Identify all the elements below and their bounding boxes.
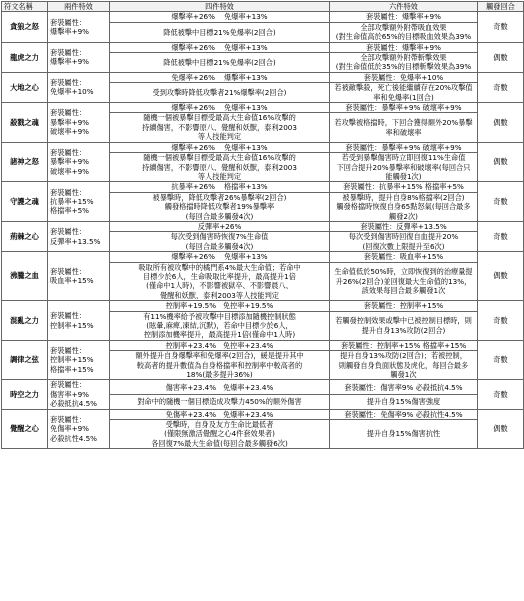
six-piece-line: 提升自身15%傷害抗性 — [366, 429, 441, 439]
four-piece-line: 持續傷害，不影響原八、覺醒和妖獸，泰利2003 — [142, 122, 297, 132]
two-piece-cell — [48, 252, 110, 301]
six-piece-line: (回復次數上限提升至6次) — [362, 241, 445, 251]
six-piece-line: 率和破壞率 — [385, 127, 422, 137]
six-piece-effect — [330, 395, 478, 410]
six-piece-line: 全部攻擊額外附帶斬擊效果 — [360, 53, 447, 63]
six-piece-stats: 套裝屬性：反彈率+13.5% — [330, 221, 478, 231]
four-piece-effect — [110, 420, 330, 449]
two-piece-cell — [48, 12, 110, 42]
rune-name-cell: 時空之力 — [2, 380, 48, 409]
trigger-round-cell: 奇數 — [478, 182, 524, 222]
two-piece-cell — [48, 380, 110, 409]
four-piece-line: 被暴擊時，降低攻擊者26%暴擊率(2回合) — [152, 192, 287, 202]
four-piece-stats: 爆擊率+26% 免爆率+13% — [110, 103, 330, 113]
six-piece-line: 觸發格擋時恢復自身65點怒氣(每回合最多 — [336, 202, 471, 212]
four-piece-effect — [110, 113, 330, 142]
two-piece-cell — [48, 42, 110, 72]
four-piece-line: 各回復7%最大生命值(每回合最多觸發6次) — [151, 438, 288, 448]
two-piece-line: 爆擊率+9% — [50, 57, 89, 67]
rune-name-cell: 殺戮之魂 — [2, 103, 48, 143]
two-piece-line: 套裝屬性： — [50, 311, 86, 321]
two-piece-line: 套裝屬性： — [50, 147, 86, 157]
header-four-piece: 四件特效 — [110, 2, 330, 12]
six-piece-stats: 套裝屬性：吸血率+15% — [330, 252, 478, 262]
four-piece-effect — [110, 311, 330, 340]
four-piece-effect — [110, 351, 330, 380]
six-piece-effect — [330, 232, 478, 252]
six-piece-line: 每次受到傷害時回復自血提升20% — [348, 232, 459, 242]
trigger-round-cell: 偶數 — [478, 103, 524, 143]
table-row — [2, 12, 524, 22]
six-piece-stats: 套裝屬性：抗暴率+15% 格擋率+5% — [330, 182, 478, 192]
two-piece-line: 控制率+15% — [50, 355, 94, 365]
four-piece-line: 受擊時，自身及友方生命比最低者 — [165, 420, 274, 430]
two-piece-line: 套裝屬性： — [50, 47, 86, 57]
table-row — [2, 221, 524, 231]
six-piece-effect — [330, 153, 478, 182]
six-piece-line: 若被敵擊殺，死亡後能繼續存在20%攻擊值 — [334, 83, 473, 93]
table-row — [2, 182, 524, 192]
six-piece-line: 能觸發1次) — [385, 171, 422, 181]
rune-name-cell: 諸神之怒 — [2, 142, 48, 182]
six-piece-line: 該效果每回合最多觸發1次 — [361, 286, 446, 296]
header-two-piece: 兩件特效 — [48, 2, 110, 12]
four-piece-line: 18%(最多提升36%) — [186, 370, 253, 380]
rune-name-cell: 混亂之力 — [2, 301, 48, 341]
four-piece-line: 吸取所有被攻擊中的橘門系4%最大生命值；若命中 — [138, 262, 301, 272]
four-piece-effect — [110, 232, 330, 252]
two-piece-cell — [48, 72, 110, 102]
two-piece-line: 免爆率+10% — [50, 87, 94, 97]
trigger-round-cell: 奇數 — [478, 12, 524, 42]
four-piece-stats: 免爆率+26% 爆擊率+13% — [110, 72, 330, 82]
table-row — [2, 103, 524, 113]
four-piece-line: 觸發格擋時降低攻擊者19%暴擊率 — [164, 202, 275, 212]
four-piece-effect — [110, 83, 330, 103]
table-row — [2, 380, 524, 395]
four-piece-line: 額外提升自身爆擊率和免爆率(2回合)，緩是提升其中 — [135, 351, 304, 361]
six-piece-line: (對生命值高於65%的目標吸血效果為39% — [335, 32, 472, 42]
four-piece-line: 隨機一個被暴擊目標受最高大生命值16%攻擊的 — [143, 113, 296, 123]
four-piece-stats: 爆擊率+26% 免爆率+13% — [110, 142, 330, 152]
four-piece-line: 隨機一個被暴擊目標受最高大生命值16%攻擊的 — [143, 153, 296, 163]
four-piece-effect — [110, 262, 330, 301]
two-piece-line: 套裝屬性： — [50, 346, 86, 356]
four-piece-line: 每次受到傷害時恢復7%生命值 — [170, 232, 269, 242]
six-piece-effect — [330, 83, 478, 103]
six-piece-effect — [330, 420, 478, 449]
four-piece-effect — [110, 22, 330, 42]
rune-set-table — [1, 1, 524, 449]
two-piece-line: 格擋率+15% — [50, 364, 94, 374]
six-piece-line: 升26%(2回合)並回復最大生命值的13%， — [335, 276, 472, 286]
two-piece-line: 必殺抵抗4.5% — [50, 399, 98, 409]
four-piece-line: (每回合最多觸發4次) — [185, 211, 254, 221]
six-piece-line: 下回合提升20%暴擊率和破壞率(每回合只 — [336, 162, 471, 172]
header-six-piece: 六件特效 — [330, 2, 478, 12]
six-piece-stats: 套裝屬性：控制率+15% — [330, 301, 478, 311]
two-piece-line: 破壞率+9% — [50, 127, 89, 137]
four-piece-line: 等人技能判定 — [197, 171, 242, 181]
six-piece-line: 提升自身15%傷害強度 — [366, 397, 441, 407]
two-piece-line: 暴擊率+9% — [50, 157, 89, 167]
trigger-round-cell: 偶數 — [478, 252, 524, 301]
four-piece-line: 對命中的隨機一個目標造成攻擊力450%的額外傷害 — [137, 397, 302, 407]
two-piece-line: 免傷率+9% — [50, 424, 89, 434]
six-piece-stats: 套裝屬性：控制率+15% 格擋率+15% — [330, 340, 478, 350]
two-piece-cell — [48, 221, 110, 251]
two-piece-line: 反彈率+13.5% — [50, 236, 101, 246]
two-piece-line: 套裝屬性： — [50, 414, 86, 424]
header-rune-name: 符文名稱 — [2, 2, 48, 12]
rune-name-cell: 貪狼之怒 — [2, 12, 48, 42]
rune-name-cell: 調律之弦 — [2, 340, 48, 380]
four-piece-line: 目標少於6人，生命吸取比率提升，最高提升1倍 — [143, 271, 296, 281]
four-piece-stats: 爆擊率+26% 免爆率+13% — [110, 12, 330, 22]
six-piece-effect — [330, 262, 478, 301]
four-piece-line: 等人技能判定 — [197, 132, 242, 142]
trigger-round-cell: 奇數 — [478, 380, 524, 409]
trigger-round-cell: 偶數 — [478, 409, 524, 449]
trigger-round-cell: 偶數 — [478, 142, 524, 182]
two-piece-cell — [48, 340, 110, 380]
rune-name-cell: 大地之心 — [2, 72, 48, 102]
six-piece-line: 提升自身13%攻防(2回合)；若被控制， — [340, 351, 467, 361]
table-row — [2, 142, 524, 152]
rune-name-cell: 荊棘之心 — [2, 221, 48, 251]
trigger-round-cell: 奇數 — [478, 340, 524, 380]
four-piece-line: 降低被擊中目標21%免爆率(2回合) — [163, 57, 276, 67]
table-body — [2, 12, 524, 449]
six-piece-effect — [330, 113, 478, 142]
four-piece-line: (僅限無激活覺醒之心4件套效果者) — [164, 429, 275, 439]
four-piece-line: 受到攻擊時降低攻擊者21%爆擊率(2回合) — [152, 87, 287, 97]
six-piece-line: 則觸發自身負面狀態及虎化，每回合最多 — [338, 360, 469, 370]
two-piece-line: 吸血率+15% — [50, 276, 94, 286]
header-row — [2, 2, 524, 12]
trigger-round-cell: 奇數 — [478, 72, 524, 102]
six-piece-line: 提升自身13%攻防(2回合) — [361, 325, 446, 335]
four-piece-line: 較高者的提升數值為自身格擋率和控制率中較高者的 — [136, 360, 303, 370]
four-piece-line: 覺醒和妖獸、泰利2003等人技能判定 — [160, 290, 279, 300]
two-piece-cell — [48, 142, 110, 182]
six-piece-line: 若受到暴擊傷害時立即回復11%生命值 — [341, 153, 466, 163]
four-piece-stats: 傷害率+23.4% 免爆率+23.4% — [110, 380, 330, 395]
header-trigger-round: 觸發回合 — [478, 2, 524, 12]
table-row — [2, 340, 524, 350]
two-piece-cell — [48, 182, 110, 222]
six-piece-line: 若觸發控制效果或擊中已被控制目標時，則 — [335, 316, 472, 326]
six-piece-effect — [330, 22, 478, 42]
two-piece-line: 套裝屬性： — [50, 187, 86, 197]
four-piece-effect — [110, 53, 330, 73]
four-piece-line: 有11%機率給予被攻擊中目標添加隨機控制狀態 — [143, 311, 296, 321]
two-piece-cell — [48, 301, 110, 341]
trigger-round-cell: 偶數 — [478, 42, 524, 72]
four-piece-stats: 免傷率+23.4% 免爆率+23.4% — [110, 409, 330, 419]
six-piece-stats: 套裝屬性：爆擊率+9% — [330, 42, 478, 52]
six-piece-stats: 套裝屬性：暴擊率+9% 破壞率+9% — [330, 103, 478, 113]
six-piece-line: 全部攻擊額外附帶吸血效果 — [360, 22, 447, 32]
six-piece-line: 觸發1次 — [390, 370, 417, 380]
six-piece-effect — [330, 53, 478, 73]
rune-name-cell: 守護之魂 — [2, 182, 48, 222]
two-piece-line: 必殺抗性4.5% — [50, 433, 98, 443]
table-row — [2, 301, 524, 311]
table-row — [2, 252, 524, 262]
two-piece-line: 套裝屬性： — [50, 108, 86, 118]
six-piece-line: 生命值低於50%時，立即恢復到的治療量提 — [334, 267, 473, 277]
two-piece-line: 套裝屬性： — [50, 227, 86, 237]
four-piece-effect — [110, 395, 330, 410]
rune-name-cell: 龍虎之力 — [2, 42, 48, 72]
two-piece-line: 破壞率+9% — [50, 166, 89, 176]
four-piece-stats: 抗暴率+26% 格擋率+13% — [110, 182, 330, 192]
two-piece-line: 爆擊率+9% — [50, 27, 89, 37]
four-piece-line: 持續傷害，不影響原八、覺醒和妖獸，泰利2003 — [142, 162, 297, 172]
six-piece-effect — [330, 311, 478, 340]
four-piece-line: 控制添加機率提升，最高提升1倍(僅命中1人時) — [143, 330, 296, 340]
four-piece-line: (僅命中1人時)，不影響被獄卒、不影響晨八、 — [146, 281, 293, 291]
four-piece-stats: 控制率+23.4% 免控率+23.4% — [110, 340, 330, 350]
two-piece-line: 傷害率+9% — [50, 389, 89, 399]
table-row — [2, 72, 524, 82]
two-piece-line: 抗暴率+15% — [50, 196, 94, 206]
trigger-round-cell: 奇數 — [478, 221, 524, 251]
two-piece-line: 套裝屬性： — [50, 380, 86, 390]
six-piece-line: (對生命值低於35%的目標斬擊效果為39% — [335, 62, 472, 72]
trigger-round-cell: 奇數 — [478, 301, 524, 341]
four-piece-stats: 反彈率+26% — [110, 221, 330, 231]
two-piece-line: 套裝屬性： — [50, 78, 86, 88]
two-piece-line: 套裝屬性： — [50, 17, 86, 27]
six-piece-stats: 套裝屬性：免爆率+10% — [330, 72, 478, 82]
four-piece-stats: 爆擊率+26% 免爆率+13% — [110, 252, 330, 262]
six-piece-effect — [330, 351, 478, 380]
six-piece-line: 被暴擊時，提升自身8%格擋率(2回合) — [342, 192, 465, 202]
rune-name-cell: 覺醒之心 — [2, 409, 48, 449]
six-piece-line: 率和免爆率(1回合) — [373, 92, 434, 102]
four-piece-effect — [110, 192, 330, 221]
four-piece-stats: 控制率+19.5% 免控率+19.5% — [110, 301, 330, 311]
two-piece-cell — [48, 409, 110, 449]
table-row — [2, 409, 524, 419]
table-row — [2, 42, 524, 52]
six-piece-stats: 套裝屬性：爆擊率+9% — [330, 12, 478, 22]
two-piece-line: 套裝屬性： — [50, 266, 86, 276]
six-piece-stats: 套裝屬性：免傷率9% 必殺抗性4.5% — [330, 409, 478, 419]
six-piece-stats: 套裝屬性：傷害率9% 必殺抵抗4.5% — [330, 380, 478, 395]
six-piece-line: 若攻擊被格擋時，下回合獲得額外20%暴擊 — [334, 118, 473, 128]
six-piece-line: 觸發2次) — [389, 211, 418, 221]
six-piece-stats: 套裝屬性：暴擊率+9% 破壞率+9% — [330, 142, 478, 152]
four-piece-line: (每回合最多觸發4次) — [185, 241, 254, 251]
two-piece-cell — [48, 103, 110, 143]
two-piece-line: 格擋率+5% — [50, 206, 89, 216]
four-piece-line: 降低被擊中目標21%免爆率(2回合) — [163, 27, 276, 37]
six-piece-effect — [330, 192, 478, 221]
four-piece-stats: 爆擊率+26% 免爆率+13% — [110, 42, 330, 52]
rune-name-cell: 沸騰之血 — [2, 252, 48, 301]
two-piece-line: 暴擊率+9% — [50, 117, 89, 127]
four-piece-line: (眩暈,麻痺,凍結,沉默)，若命中目標少於6人， — [146, 321, 293, 330]
two-piece-line: 控制率+15% — [50, 320, 94, 330]
four-piece-effect — [110, 153, 330, 182]
